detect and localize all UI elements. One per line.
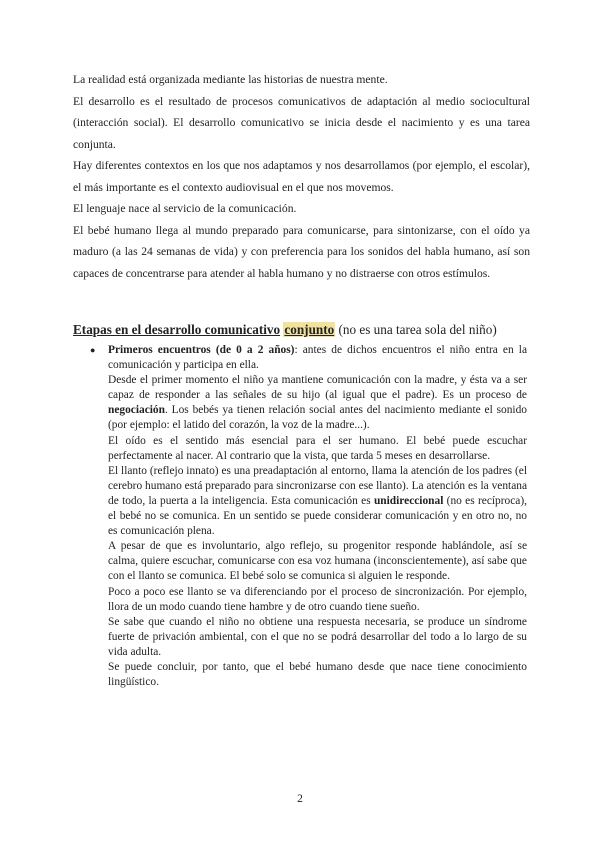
bullet-heading: Primeros encuentros (de 0 a 2 años) [108,344,295,356]
text-run: El llanto (reflejo innato) es una preadaptación al entorno, llama la atención de los padres (el cerebro humano está preparado para sincronizarse con ese llanto). La atención es la ventana de todo, la puerta a la inteligencia. Esta comunicación es [108,464,527,507]
bullet-intro [108,343,527,373]
intro-paragraph: La realidad está organizada mediante las historias de nuestra mente. [73,73,388,86]
text-run: (no es recíproca), el bebé no se comunica. En un sentido se puede considerar comunicación y en otro no, no es comunicación plena. [108,494,527,538]
intro-paragraph: El bebé humano llega al mundo preparado para comunicarse, para sintonizarse, con el oído ya maduro (a las 24 semanas de vida) y con preferencia para los sonidos del habla humano, así son capaces de concentrarse para atender al habla humano y no distraerse con otros estímulos. [73,223,530,280]
intro-text [73,69,530,284]
bullet-paragraph [108,373,527,433]
bold-term: negociación [108,404,165,417]
section-title: Etapas en el desarrollo comunicativo [73,322,281,337]
intro-paragraph: El lenguaje nace al servicio de la comunicación. [73,202,297,215]
bullet-item [90,343,528,690]
text-run: Desde el primer momento el niño ya mantiene comunicación con la madre, y ésta va a ser capaz de responder a las señales de su hijo (al igual que el padre). Es un proceso de [108,374,527,402]
section-heading [73,320,543,340]
intro-paragraph: Hay diferentes contextos en los que nos adaptamos y nos desarrollamos (por ejemplo, el escolar), el más importante es el contexto audiovisual en el que nos movemos. [73,159,530,194]
text-run: . Los bebés ya tienen relación social antes del nacimiento mediante el sonido (por ejemplo: el latido del corazón, la voz de la madre...). [108,404,527,432]
bold-term: unidireccional [373,494,444,507]
section-note: (no es una tarea sola del niño) [338,322,497,337]
bullet-paragraph: Se puede concluir, por tanto, que el bebé humano desde que nace tiene conocimiento lingüístico. [108,660,527,689]
bullet-paragraph: A pesar de que es involuntario, algo reflejo, su progenitor responde hablándole, así se calma, quiere escuchar, comunicarse con esa voz humana (inconscientemente), así sabe que con el llanto se comunica. El bebé solo se comunica si alguien le responde. [108,540,527,583]
highlighted-word: conjunto [284,322,335,337]
bullet-icon: ● [90,345,96,355]
page-number: 2 [297,793,303,805]
bullet-paragraph: El oído es el sentido más esencial para el ser humano. El bebé puede escuchar perfectamente al nacer. Al contrario que la vista, que tarda 5 meses en desarrollarse. [108,434,527,462]
bullet-paragraph: Poco a poco ese llanto se va diferenciando por el proceso de sincronización. Por ejemplo, llora de un modo cuando tiene hambre y de otro cuando tiene sueño. [108,585,527,613]
bullet-paragraph: Se sabe que cuando el niño no obtiene una respuesta necesaria, se produce un síndrome fuerte de privación ambiental, con el que no se podrá desarrollar del todo a lo largo de su vida adulta. [108,615,527,658]
bullet-heading-rest: : antes de dichos encuentros el niño entra en la comunicación y participa en ella. [108,344,528,372]
bullet-paragraph [108,464,527,539]
intro-paragraph: El desarrollo es el resultado de procesos comunicativos de adaptación al medio sociocultural (interacción social). El desarrollo comunicativo se inicia desde el nacimiento y es una tarea conjunta. [73,94,530,151]
